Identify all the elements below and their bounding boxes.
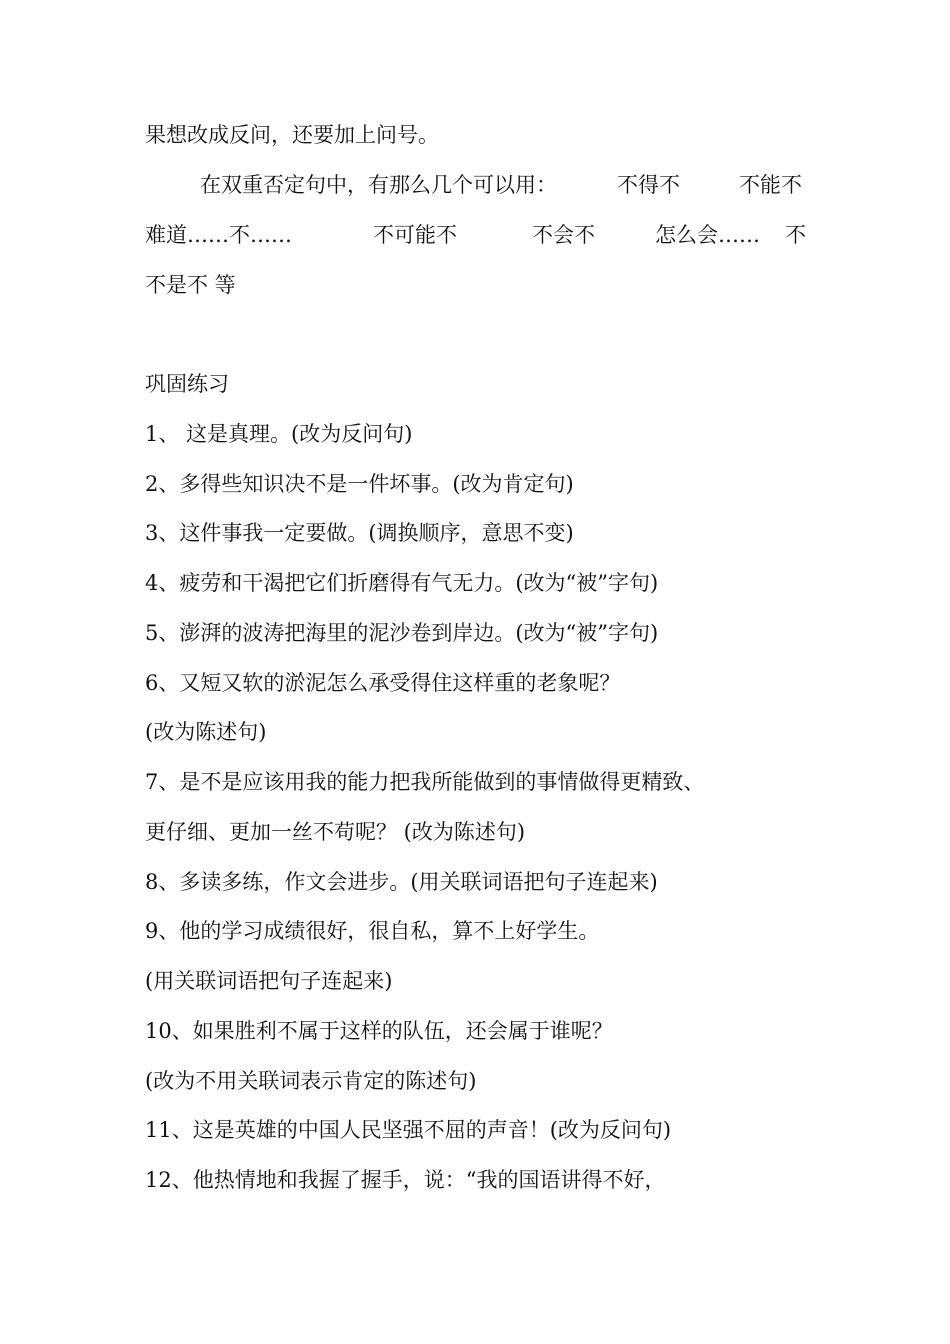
exercise-line: 6、又短又软的淤泥怎么承受得住这样重的老象呢？ xyxy=(145,671,621,695)
example-8: 不是不 等 xyxy=(145,273,236,297)
example-4: 不可能不 xyxy=(373,223,457,247)
section-title: 巩固练习 xyxy=(145,372,229,396)
exercise-line: 5、澎湃的波涛把海里的泥沙卷到岸边。(改为“被”字句) xyxy=(145,621,659,645)
exercise-line: 11、这是英雄的中国人民坚强不屈的声音！(改为反问句) xyxy=(145,1118,672,1142)
exercise-line: 4、疲劳和干渴把它们折磨得有气无力。(改为“被”字句) xyxy=(145,571,659,595)
exercise-line: 8、多读多练，作文会进步。(用关联词语把句子连起来) xyxy=(145,870,658,894)
exercise-line: (用关联词语把句子连起来) xyxy=(145,969,393,993)
exercise-line: 12、他热情地和我握了握手，说：“我的国语讲得不好， xyxy=(145,1168,666,1192)
intro-line-1: 果想改成反问，还要加上问号。 xyxy=(145,123,439,147)
example-6: 怎么会…… xyxy=(655,223,760,247)
exercise-line: 7、是不是应该用我的能力把我所能做到的事情做得更精致、 xyxy=(145,770,705,794)
example-2: 不能不 xyxy=(739,173,802,197)
exercise-line: 更仔细、更加一丝不苟呢？ (改为陈述句) xyxy=(145,820,526,844)
exercise-line: 3、这件事我一定要做。(调换顺序，意思不变) xyxy=(145,521,574,545)
exercise-line: 9、他的学习成绩很好，很自私，算不上好学生。 xyxy=(145,919,600,943)
example-1: 不得不 xyxy=(617,173,680,197)
exercise-line: 10、如果胜利不属于这样的队伍，还会属于谁呢？ xyxy=(145,1019,613,1043)
exercise-line: (改为不用关联词表示肯定的陈述句) xyxy=(145,1069,477,1093)
exercise-line: 1、 这是真理。(改为反问句) xyxy=(145,422,413,446)
exercise-line: (改为陈述句) xyxy=(145,720,267,744)
intro-line-2-lead: 在双重否定句中，有那么几个可以用： xyxy=(200,173,557,197)
example-5: 不会不 xyxy=(532,223,595,247)
example-3: 难道……不…… xyxy=(145,223,292,247)
exercise-line: 2、多得些知识决不是一件坏事。(改为肯定句) xyxy=(145,472,574,496)
example-7: 不 xyxy=(785,223,806,247)
